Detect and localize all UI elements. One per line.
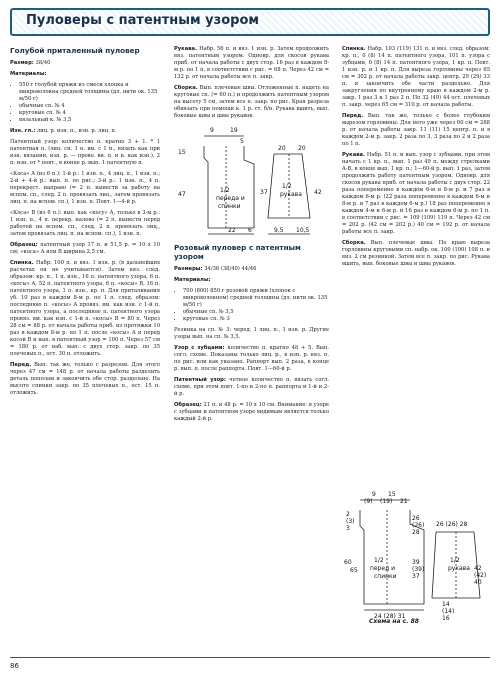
teeth-paragraph [174,345,329,373]
schematic-label: 9,5 [274,227,284,234]
middle-column [174,46,329,427]
schematic-label: 21 [400,498,408,505]
schematic-label: 15 [178,149,186,156]
size-line [10,60,160,67]
schematic-label: 26 (26) 28 [436,521,468,528]
schematic-label: (3) [346,518,355,525]
materials-item: • обычные сп. № 3,5 [183,309,329,316]
assembly-paragraph [174,85,329,120]
blue-sweater-title: Голубой приталенный пуловер [10,46,140,55]
schematic-label: 1/2 [374,557,384,564]
teeth-text: количество п. кратно 48 + 5. Вып. согл. схеме. Показаны только лиц. р., в изн. р. вяз. п. по рис. или как указано. Раппорт вып. 2 раза, в конце р. вып. п. после раппорта. Повт. 1—60-й р. [174,345,329,372]
schematic-label: 26 [412,515,420,522]
pink-density-text: 21 п. и 48 р. = 10 х 10 см. Внимание: в узоре с зубцами и патентном узоре видимым является только каждый 2-й р. [174,402,329,422]
schematic-label: 47 [178,191,186,198]
pink-assembly-label: Сборка. [342,240,366,246]
schematic-label: 14 [442,601,450,608]
page-number: 86 [10,662,19,670]
pink-assembly-text: Вып. плечевые швы. По краю выреза горловины круговыми сп. набр. ок. 100 (100) 108 п. и вяз. 2 см резинкой. Затем все п. закр. по рис. Рукава вшить, вып. боковые швы и швы рукавов. [342,240,490,267]
back-paragraph [10,260,160,358]
pink-front-paragraph [342,113,490,148]
pink-density-paragraph [174,402,329,423]
schematic-label: 3 [346,525,350,532]
pink-density-label: Образец: [174,402,202,408]
schematic-label: передa и [216,195,245,202]
schematic-label: (19) [380,498,393,505]
schematic-label: 37 [260,189,268,196]
front-paragraph [10,362,160,397]
pink-patent-label: Патентный узор: [174,377,226,383]
izn-label: Изн. гл.: [10,128,36,134]
pink-sweater-schematic [174,486,490,628]
pink-sleeve-label: Рукава. [342,152,365,158]
sleeve-label: Рукава. [174,46,197,52]
schematic-label: 1/2 [450,557,460,564]
left-column [10,46,160,401]
sleeve-paragraph [174,46,329,81]
schematic-label: 42 [474,565,482,572]
schematic-label: рукава [280,191,302,198]
front-text: Вып. так же, только с разрезом. Для этого через 47 см = 148 р. от начала работы разделить деталь пополам и закончить обе стор. раздельно. На высоте спинки закр. по 35 плечевых п., ост. 15 п. отложить. [10,362,160,396]
pink-sleeve-text: Набр. 51 п. и вып. узор с зубцами, при этом начать с 1 кр. п., вып. 1 раз 49 п. между стрелками A-B, в конце вып. 1 кр. п.; 1—60-й р. вып. 1 раз, затем продолжить работу патентным узором. Одновр. для скосов рукава приб. от начала работы с двух стор. 22 раза попеременно в каждом 6-м и 8-м р. и 7 раз в каждом 6-м р. (22 раза попеременно в каждом 6-м и 8-м р. и 7 раз в каждом 6-м р.) 18 раз попеременно в каждом 4-м и 6-м р. и 16 раз в каждом 6-м р. по 1 п. в соответствии с рис. = 109 (109) 119 п. Через 42 см = 202 р. (42 см = 202 р.) 40 см = 192 р. от начала работы все п. закр. [342,152,490,235]
materials-label: Материалы: [10,71,47,77]
scheme-caption: Схема на с. 88 [369,618,419,625]
schematic-label: рукава [448,565,470,572]
schematic-label: 9 [372,491,376,498]
density-line [10,242,160,256]
schematic-label: перед и [370,565,396,572]
materials-item: • 700 (800) 850 г розовой пряжи (хлопок с микроволокном) средней толщины (дл. нити ок. 135 м/50 г) [183,288,329,309]
pink-materials-list [174,288,329,323]
schematic-label: 6 [248,227,252,234]
schematic-label: 2 [346,511,350,518]
schematic-label: 20 [298,145,306,152]
pink-size-value: 34/36 (38/40) 44/46 [204,266,257,272]
pink-back-text: Набр. 103 (119) 131 п. и вяз. след. образом: кр. п., 0 (8) 14 п. патентного узора, 101 п. узора с зубцами, 0 (8) 14 п. патентного узора, 1 кр. п. Повт. 1 изн. р. и 1 кр. п. Для выреза горловины через 65 см = 302 р. от начала работы закр. центр. 29 (29) 33 п. и закончить обе части раздельно. Для закругления по внутреннему краю в каждом 2-м р. закр. 1 раз 3 и 1 раз 2 п. По 32 (40) 44 ост. плечевых п. закр. через 65 см = 310 р. от начала работы. [342,46,490,108]
blue-sweater-schematic [174,124,329,239]
columns [10,46,490,654]
header-band [10,8,490,36]
rib-paragraph: Резинка на сп. № 3: черед. 1 лиц. п., 1 изн. р. Другие узоры вып. на сп. № 3,5. [174,327,329,340]
izn-text: лиц. р. изн. п., изн. р. лиц. п. [36,128,117,134]
back-label: Спинка. [10,260,34,266]
pink-sweater-title: Розовый пуловер с патентным узором [174,243,301,261]
right-column [342,46,490,272]
kosa-b-paragraph: «Коса» B (из 6 п.): вып. как «косу» A, только в 3-м р.: 1 изн. п., 4 п. перекр. налево (= 2 п. вынести перед работой на вспом. сп., след. 2 п. провязать лиц., затем провязать лиц. п. на вспом. сп.), 1 изн. п. [10,210,160,237]
teeth-label: Узор с зубцами: [174,345,225,351]
assembly-label: Сборка. [174,85,198,91]
materials-item: • обычные сп. № 4 [19,103,160,110]
schematic-label: 1/2 [282,183,292,190]
pink-size-line [174,266,329,273]
density-label: Образец: [10,242,38,248]
kosa-a-paragraph: «Коса» A (из 6 п.): 1-й р.: 1 изн. п., 4 лиц. п., 1 изн. п.; 2-й + 4-й р.: вып. п. по рис.; 3-й р.: 1 изн. п., 4 п. перекрест. направо (= 2 п. вынести за работу на вспом. сп., след. 2 п. провязать лиц., затем провязать лиц. п. на вспом. сп.), 1 изн. п. Повт. 1—4-й р. [10,171,160,205]
schematic-label: 37 [412,573,420,580]
materials-item: • 550 г голубой пряжи из смеси хлопка и микроволокна средней толщины (дл. нити ок. 135 м/50 г) [19,82,160,103]
schematic-svg-2 [174,486,490,628]
density-text: патентный узор 17 п. и 51,5 р. = 10 х 10 см; «коса» A или B ширина 2,5 см. [10,242,160,255]
schematic-label: 10,5 [296,227,310,234]
izn-line [10,128,160,135]
schematic-label: 28 [412,529,420,536]
schematic-label: 42 [314,189,322,196]
schematic-label: спинки [218,203,241,210]
pink-patent-paragraph [174,377,329,398]
schematic-label: (14) [442,608,455,615]
assembly-text: Вып. плечевые швы. Отложенные п. надеть на круговые сп. (= 60 п.) и продолжить патентным узором на высоту 5 см, затем все п. закр. по рис. Края разреза обвязать при помощи к. 1 р. ст. б/н. Рукава вшить, вып. боковые швы и швы рукавов. [174,85,329,119]
schematic-svg-1 [174,124,329,239]
sleeve-text: Набр. 56 п. и вяз. 1 изн. р. Затем продолжить вяз. патентным узором. Одновр. для скосов рукава приб. от начала работы с двух стор. 16 раз в каждом 8-м р. по 1 п. в соответствии с рис. = 68 п. Через 42 см = 132 р. от начала работы все п. закр. [174,46,329,80]
schematic-label: 22 [228,227,236,234]
schematic-label: 16 [442,615,450,622]
schematic-label: 9 [210,127,214,134]
pink-size-label: Размеры: [174,266,203,272]
schematic-label: (9) [364,498,373,505]
schematic-label: (42) [474,572,487,579]
schematic-label: 60 [344,559,352,566]
size-value: 38/40 [35,60,51,66]
materials-item: • круговые сп. № 3 [183,316,329,323]
schematic-label: 39 [412,559,420,566]
page-title: Пуловеры с патентным узором [26,13,260,28]
materials-list [10,82,160,124]
front-label: Перед. [10,362,32,368]
schematic-label: 5 [240,138,244,145]
schematic-label: 19 [230,127,238,134]
pink-front-text: Вып. так же, только с более глубоким вырезом горловины. Для него уже через 60 см = 288 р. от начала работы закр. 11 (11) 15 центр. п. и в каждом 2-м р. закр. 2 раза по 3, 3 раза по 2 и 2 раза по 1 п. [342,113,490,147]
patent-paragraph: Патентный узор: количество п. кратно 3 + 1. * 1 патентная п. (лиц. сн. 1 н. вм. с 1 н., вязать как при изн. вязании, изн. р. — прово. вн. п. и н. как изн.), 2 п. изн. от * повт., в конце р. вып. 1 патентную п. [10,139,160,166]
pink-assembly-paragraph [342,240,490,268]
back-text: Набр. 100 п. и вяз. 1 изн. р. (в дальнейших расчетах он не учитывается). Затем вяз. след. образом: кр. п., 1 п. изн., 16 п. патентного узора, 6 п. «косы» A, 52 п. патентного узора, 6 п. «косы» B, 16 п. патентного узора, 1 п. изн., кр. п. Для приталивания уб. 10 раз в каждом 8-м р. по 1 п. след. образом: последнюю п. «косы» A провяз. вм. как изн. с 1-й п. патентного узора, а последнюю п. патентного узора провяз. вм. как изн. с 1-й п. «косы» B = 80 п. Через 28 см = 88 р. от начала работы приб. из протяжки 10 раз в каждом 8-м р. по 1 п. после «косы» A и перед косой B и вып. в патентный узор = 100 п. Через 57 см = 180 р. от наб. вып. с двух стор. закр. по 35 плечевых п., ост. 30 п. отложить. [10,260,160,357]
schematic-label: 65 [350,567,358,574]
schematic-label: 40 [474,579,482,586]
pink-back-label: Спинка. [342,46,366,52]
pink-materials-label: Материалы: [174,277,211,283]
materials-item: • вязальный к. № 3,5 [19,117,160,124]
schematic-label: 1/2 [220,187,230,194]
materials-item: • круговые сп. № 4 [19,110,160,117]
schematic-label: 20 [278,145,286,152]
pink-front-label: Перед. [342,113,364,119]
pink-back-paragraph [342,46,490,109]
pink-patent-text: четное количество п. вязать согл. схеме, при этом повт. 1-по и 2-по п. раппорта и 1-й и 2-й р. [174,377,329,397]
schematic-label: (26) [412,522,425,529]
schematic-label: 15 [388,491,396,498]
schematic-label: (39) [412,566,425,573]
size-label: Размер: [10,60,34,66]
schematic-label: спинки [374,573,397,580]
pink-sleeve-paragraph [342,152,490,236]
page-footer [10,657,490,676]
schematic-label: 24 (28) 31 [374,613,406,620]
